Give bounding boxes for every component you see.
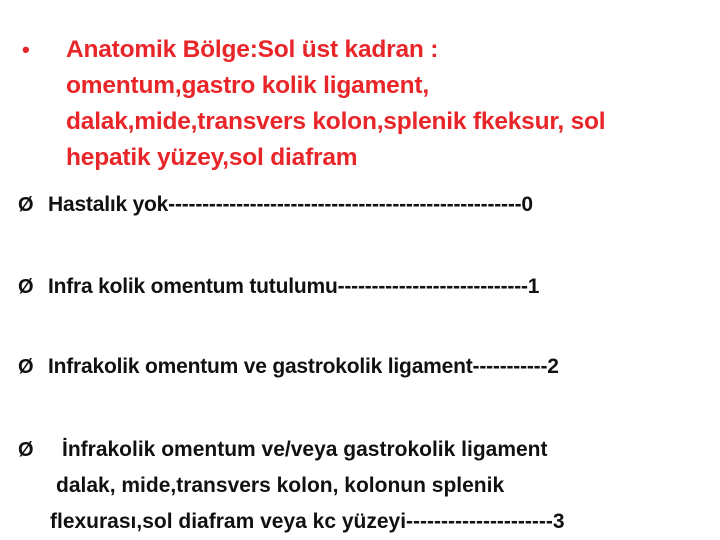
arrow-bullet-icon: Ø xyxy=(18,439,34,461)
bullet-marker: • xyxy=(22,37,30,62)
last-item-line-2: dalak, mide,transvers kolon, kolonun splenik xyxy=(56,474,505,497)
list-item-infracolic-gastrocolic xyxy=(18,352,559,382)
list-item-infracolic xyxy=(18,272,539,302)
list-item-text: Hastalık yok----------------------------------------------------0 xyxy=(48,193,533,216)
main-line-2: omentum,gastro kolik ligament, xyxy=(66,72,429,99)
arrow-bullet-icon: Ø xyxy=(18,356,34,378)
arrow-bullet-icon: Ø xyxy=(18,276,34,298)
list-item-text: Infrakolik omentum ve gastrokolik ligament-----------2 xyxy=(48,355,559,378)
main-line-3: dalak,mide,transvers kolon,splenik fkeksur, sol xyxy=(66,108,606,135)
list-item-text: Infra kolik omentum tutulumu----------------------------1 xyxy=(48,275,540,298)
list-item-no-disease xyxy=(18,190,533,220)
main-line-1: Anatomik Bölge:Sol üst kadran : xyxy=(66,36,439,63)
arrow-bullet-icon: Ø xyxy=(18,194,34,216)
last-item-line-3: flexurası,sol diafram veya kc yüzeyi---------------------3 xyxy=(50,510,565,533)
main-bullet xyxy=(22,32,702,176)
main-line-4: hepatik yüzey,sol diafram xyxy=(66,144,358,171)
anatomic-region-text xyxy=(66,32,605,176)
last-item-line-1: İnfrakolik omentum ve/veya gastrokolik ligament xyxy=(62,438,548,461)
list-item-extended xyxy=(18,432,708,540)
